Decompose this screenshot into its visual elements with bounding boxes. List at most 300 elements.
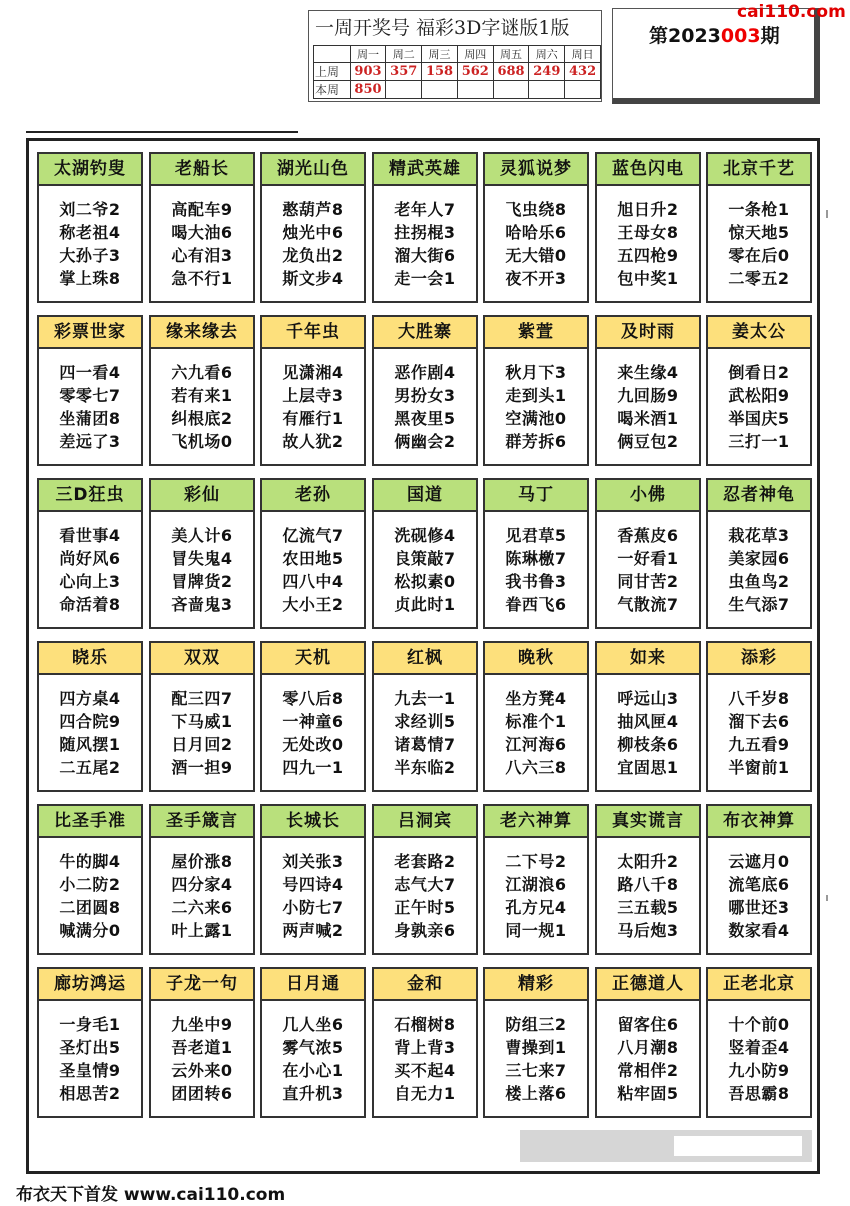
clue-line: 日月回2 xyxy=(171,735,233,754)
clue-line: 举国庆5 xyxy=(728,409,790,428)
clue-line: 差远了3 xyxy=(59,432,121,451)
clue-line: 石榴树8 xyxy=(394,1015,456,1034)
clue-line: 贞此时1 xyxy=(394,595,456,614)
card-clues xyxy=(708,838,810,942)
puzzle-card xyxy=(260,152,366,303)
puzzle-card xyxy=(260,641,366,792)
issue-number: 第2023003期 xyxy=(649,25,780,47)
clue-line: 松拟素0 xyxy=(394,572,456,591)
card-clues xyxy=(485,186,587,290)
card-clues xyxy=(39,186,141,290)
clue-line: 刘二爷2 xyxy=(59,200,121,219)
clue-line: 身孰亲6 xyxy=(394,921,456,940)
card-title: 缘来缘去 xyxy=(151,317,253,349)
clue-line: 有雁行1 xyxy=(282,409,344,428)
clue-line: 一条枪1 xyxy=(728,200,790,219)
card-title: 圣手箴言 xyxy=(151,806,253,838)
puzzle-card xyxy=(260,967,366,1118)
clue-line: 自无力1 xyxy=(394,1084,456,1103)
draw-number: 688 xyxy=(493,63,529,81)
clue-line: 见君草5 xyxy=(505,526,567,545)
this-week-label: 本周 xyxy=(314,81,351,99)
card-clues xyxy=(597,675,699,779)
clue-line: 流笔底6 xyxy=(728,875,790,894)
card-clues xyxy=(262,675,364,779)
clue-line: 大小王2 xyxy=(282,595,344,614)
clue-line: 相思苦2 xyxy=(59,1084,121,1103)
card-clues xyxy=(485,838,587,942)
clue-line: 九去一1 xyxy=(394,689,456,708)
draw-number xyxy=(565,81,601,99)
clue-line: 小防七7 xyxy=(282,898,344,917)
puzzle-card xyxy=(595,152,701,303)
day-header: 周日 xyxy=(565,46,601,63)
card-clues xyxy=(151,512,253,616)
draw-results-table xyxy=(313,45,601,99)
card-title: 廊坊鸿运 xyxy=(39,969,141,1001)
edge-mark xyxy=(826,895,828,901)
clue-line: 武松阳9 xyxy=(728,386,790,405)
clue-line: 男扮女3 xyxy=(394,386,456,405)
card-clues xyxy=(597,1001,699,1105)
clue-line: 坐方凳4 xyxy=(505,689,567,708)
puzzle-card xyxy=(483,152,589,303)
clue-line: 背上背3 xyxy=(394,1038,456,1057)
card-title: 小佛 xyxy=(597,480,699,512)
clue-line: 老年人7 xyxy=(394,200,456,219)
clue-line: 直升机3 xyxy=(282,1084,344,1103)
clue-line: 竖着歪4 xyxy=(728,1038,790,1057)
clue-line: 曹操到1 xyxy=(505,1038,567,1057)
card-title: 布衣神算 xyxy=(708,806,810,838)
clue-line: 飞虫绕8 xyxy=(505,200,567,219)
card-clues xyxy=(708,675,810,779)
clue-line: 圣皇情9 xyxy=(59,1061,121,1080)
card-clues xyxy=(597,349,699,453)
draw-number xyxy=(493,81,529,99)
day-header: 周三 xyxy=(422,46,458,63)
clue-line: 龙负出2 xyxy=(282,246,344,265)
clue-line: 粘牢固5 xyxy=(617,1084,679,1103)
draw-number: 357 xyxy=(386,63,422,81)
clue-line: 孔方兄4 xyxy=(505,898,567,917)
draw-number xyxy=(386,81,422,99)
clue-line: 五四枪9 xyxy=(617,246,679,265)
card-title: 子龙一句 xyxy=(151,969,253,1001)
clue-line: 洗砚修4 xyxy=(394,526,456,545)
clue-line: 防组三2 xyxy=(505,1015,567,1034)
clue-line: 俩豆包2 xyxy=(617,432,679,451)
card-clues xyxy=(39,675,141,779)
puzzle-card xyxy=(595,804,701,955)
clue-line: 四一看4 xyxy=(59,363,121,382)
card-title: 国道 xyxy=(374,480,476,512)
card-clues xyxy=(151,349,253,453)
draw-number: 249 xyxy=(529,63,565,81)
card-title: 紫萱 xyxy=(485,317,587,349)
card-clues xyxy=(597,838,699,942)
clue-line: 拄拐棍3 xyxy=(394,223,456,242)
card-title: 金和 xyxy=(374,969,476,1001)
clue-line: 团团转6 xyxy=(171,1084,233,1103)
puzzle-card xyxy=(483,315,589,466)
clue-line: 心向上3 xyxy=(59,572,121,591)
clue-line: 正午时5 xyxy=(394,898,456,917)
site-logo[interactable]: cai110.com xyxy=(737,2,846,22)
card-title: 吕洞宾 xyxy=(374,806,476,838)
draw-number: 562 xyxy=(457,63,493,81)
clue-line: 哈哈乐6 xyxy=(505,223,567,242)
clue-line: 高配车9 xyxy=(171,200,233,219)
card-title: 精彩 xyxy=(485,969,587,1001)
clue-line: 刘关张3 xyxy=(282,852,344,871)
card-title: 老六神算 xyxy=(485,806,587,838)
footer-credit: 布衣天下首发 www.cai110.com xyxy=(16,1185,286,1205)
card-clues xyxy=(485,675,587,779)
draw-results-panel xyxy=(308,10,602,102)
card-clues xyxy=(39,349,141,453)
puzzle-card xyxy=(149,967,255,1118)
day-header: 周一 xyxy=(350,46,386,63)
clue-line: 恶作剧4 xyxy=(394,363,456,382)
draw-number: 850 xyxy=(350,81,386,99)
card-title: 大胜寨 xyxy=(374,317,476,349)
clue-line: 同一规1 xyxy=(505,921,567,940)
clue-line: 太阳升2 xyxy=(617,852,679,871)
puzzle-card xyxy=(706,478,812,629)
clue-line: 喝大油6 xyxy=(171,223,233,242)
clue-line: 故人犹2 xyxy=(282,432,344,451)
card-title: 忍者神龟 xyxy=(708,480,810,512)
clue-line: 零零七7 xyxy=(59,386,121,405)
clue-line: 求经训5 xyxy=(394,712,456,731)
puzzle-card xyxy=(706,152,812,303)
card-title: 彩仙 xyxy=(151,480,253,512)
clue-line: 在小心1 xyxy=(282,1061,344,1080)
puzzle-card xyxy=(149,478,255,629)
card-clues xyxy=(374,675,476,779)
clue-line: 九坐中9 xyxy=(171,1015,233,1034)
clue-line: 良策敲7 xyxy=(394,549,456,568)
clue-line: 八六三8 xyxy=(505,758,567,777)
clue-line: 上层寺3 xyxy=(282,386,344,405)
card-clues xyxy=(262,512,364,616)
clue-line: 看世事4 xyxy=(59,526,121,545)
puzzle-card xyxy=(149,152,255,303)
card-clues xyxy=(485,1001,587,1105)
card-title: 如来 xyxy=(597,643,699,675)
day-header: 周六 xyxy=(529,46,565,63)
puzzle-card xyxy=(372,315,478,466)
clue-line: 八月潮8 xyxy=(617,1038,679,1057)
draw-number: 158 xyxy=(422,63,458,81)
issue-panel xyxy=(612,8,820,104)
clue-line: 秋月下3 xyxy=(505,363,567,382)
clue-line: 号四诗4 xyxy=(282,875,344,894)
puzzle-card xyxy=(260,315,366,466)
clue-line: 三五载5 xyxy=(617,898,679,917)
clue-line: 香蕉皮6 xyxy=(617,526,679,545)
puzzle-card xyxy=(149,315,255,466)
card-clues xyxy=(374,838,476,942)
card-title: 长城长 xyxy=(262,806,364,838)
clue-line: 来生缘4 xyxy=(617,363,679,382)
clue-line: 飞机场0 xyxy=(171,432,233,451)
card-clues xyxy=(262,1001,364,1105)
clue-line: 叶上露1 xyxy=(171,921,233,940)
clue-line: 无大错0 xyxy=(505,246,567,265)
clue-line: 无处改0 xyxy=(282,735,344,754)
clue-line: 吾思霸8 xyxy=(728,1084,790,1103)
clue-line: 几人坐6 xyxy=(282,1015,344,1034)
card-clues xyxy=(597,186,699,290)
clue-line: 江湖浪6 xyxy=(505,875,567,894)
puzzle-card xyxy=(372,478,478,629)
puzzle-card xyxy=(706,641,812,792)
clue-line: 走一会1 xyxy=(394,269,456,288)
clue-line: 云外来0 xyxy=(171,1061,233,1080)
clue-line: 生气添7 xyxy=(728,595,790,614)
clue-line: 马后炮3 xyxy=(617,921,679,940)
clue-line: 零在后0 xyxy=(728,246,790,265)
day-header: 周五 xyxy=(493,46,529,63)
clue-line: 喊满分0 xyxy=(59,921,121,940)
puzzle-card xyxy=(37,641,143,792)
card-title: 正老北京 xyxy=(708,969,810,1001)
card-clues xyxy=(151,675,253,779)
clue-line: 四方桌4 xyxy=(59,689,121,708)
clue-line: 呼远山3 xyxy=(617,689,679,708)
clue-line: 称老祖4 xyxy=(59,223,121,242)
puzzle-card xyxy=(260,804,366,955)
card-clues xyxy=(708,1001,810,1105)
clue-line: 哪世还3 xyxy=(728,898,790,917)
page-title: 一周开奖号 福彩3D字谜版1版 xyxy=(315,17,570,39)
clue-line: 大孙子3 xyxy=(59,246,121,265)
clue-line: 若有来1 xyxy=(171,386,233,405)
clue-line: 零八后8 xyxy=(282,689,344,708)
card-title: 天机 xyxy=(262,643,364,675)
clue-line: 二下号2 xyxy=(505,852,567,871)
puzzle-card xyxy=(706,315,812,466)
clue-line: 楼上落6 xyxy=(505,1084,567,1103)
clue-line: 小二防2 xyxy=(59,875,121,894)
clue-line: 烛光中6 xyxy=(282,223,344,242)
clue-line: 旭日升2 xyxy=(617,200,679,219)
clue-line: 老套路2 xyxy=(394,852,456,871)
puzzle-card xyxy=(483,967,589,1118)
clue-line: 九小防9 xyxy=(728,1061,790,1080)
card-clues xyxy=(485,512,587,616)
clue-line: 牛的脚4 xyxy=(59,852,121,871)
puzzle-card xyxy=(372,967,478,1118)
clue-line: 屋价涨8 xyxy=(171,852,233,871)
clue-line: 憨葫芦8 xyxy=(282,200,344,219)
card-clues xyxy=(39,1001,141,1105)
clue-line: 江河海6 xyxy=(505,735,567,754)
puzzle-card xyxy=(595,967,701,1118)
clue-line: 配三四7 xyxy=(171,689,233,708)
clue-line: 十个前0 xyxy=(728,1015,790,1034)
card-title: 千年虫 xyxy=(262,317,364,349)
clue-line: 二六来6 xyxy=(171,898,233,917)
clue-line: 冒牌货2 xyxy=(171,572,233,591)
clue-line: 九回肠9 xyxy=(617,386,679,405)
clue-line: 心有泪3 xyxy=(171,246,233,265)
puzzle-card xyxy=(595,641,701,792)
card-clues xyxy=(708,512,810,616)
draw-number xyxy=(422,81,458,99)
puzzle-card xyxy=(483,478,589,629)
clue-line: 美人计6 xyxy=(171,526,233,545)
clue-line: 眷西飞6 xyxy=(505,595,567,614)
clue-line: 斯文步4 xyxy=(282,269,344,288)
clue-line: 陈琳檄7 xyxy=(505,549,567,568)
clue-line: 四八中4 xyxy=(282,572,344,591)
clue-line: 包中奖1 xyxy=(617,269,679,288)
edge-mark xyxy=(826,210,828,218)
card-title: 北京千艺 xyxy=(708,154,810,186)
card-clues xyxy=(374,349,476,453)
card-clues xyxy=(262,838,364,942)
clue-line: 二五尾2 xyxy=(59,758,121,777)
clue-line: 圣灯出5 xyxy=(59,1038,121,1057)
puzzle-card xyxy=(706,804,812,955)
clue-line: 虫鱼鸟2 xyxy=(728,572,790,591)
clue-line: 急不行1 xyxy=(171,269,233,288)
clue-line: 冒失鬼4 xyxy=(171,549,233,568)
card-clues xyxy=(151,186,253,290)
clue-line: 溜大街6 xyxy=(394,246,456,265)
puzzle-card xyxy=(595,478,701,629)
clue-line: 一身毛1 xyxy=(59,1015,121,1034)
clue-line: 喝米酒1 xyxy=(617,409,679,428)
card-title: 彩票世家 xyxy=(39,317,141,349)
card-title: 添彩 xyxy=(708,643,810,675)
card-title: 三D狂虫 xyxy=(39,480,141,512)
clue-line: 酒一担9 xyxy=(171,758,233,777)
card-title: 老船长 xyxy=(151,154,253,186)
puzzle-card xyxy=(372,152,478,303)
clue-line: 六九看6 xyxy=(171,363,233,382)
puzzle-card xyxy=(149,641,255,792)
last-week-row xyxy=(314,63,601,81)
clue-line: 二团圆8 xyxy=(59,898,121,917)
this-week-row xyxy=(314,81,601,99)
clue-line: 夜不开3 xyxy=(505,269,567,288)
clue-line: 下马威1 xyxy=(171,712,233,731)
clue-line: 诸葛情7 xyxy=(394,735,456,754)
clue-line: 农田地5 xyxy=(282,549,344,568)
card-clues xyxy=(262,186,364,290)
clue-line: 抽风匣4 xyxy=(617,712,679,731)
clue-line: 命活着8 xyxy=(59,595,121,614)
day-header: 周四 xyxy=(457,46,493,63)
card-title: 及时雨 xyxy=(597,317,699,349)
clue-line: 吝啬鬼3 xyxy=(171,595,233,614)
clue-line: 半窗前1 xyxy=(728,758,790,777)
last-week-label: 上周 xyxy=(314,63,351,81)
puzzle-card xyxy=(37,478,143,629)
puzzle-card xyxy=(372,641,478,792)
divider xyxy=(26,131,298,133)
clue-line: 坐蒲团8 xyxy=(59,409,121,428)
clue-line: 八千岁8 xyxy=(728,689,790,708)
puzzle-card xyxy=(37,804,143,955)
card-title: 真实谎言 xyxy=(597,806,699,838)
bottom-banner-blank xyxy=(674,1136,802,1156)
card-title: 马丁 xyxy=(485,480,587,512)
clue-line: 宜固思1 xyxy=(617,758,679,777)
clue-line: 群芳拆6 xyxy=(505,432,567,451)
card-title: 精武英雄 xyxy=(374,154,476,186)
clue-line: 常相伴2 xyxy=(617,1061,679,1080)
clue-line: 云遮月0 xyxy=(728,852,790,871)
clue-line: 走到头1 xyxy=(505,386,567,405)
card-title: 太湖钓叟 xyxy=(39,154,141,186)
clue-line: 尚好风6 xyxy=(59,549,121,568)
card-clues xyxy=(374,1001,476,1105)
draw-number: 903 xyxy=(350,63,386,81)
card-clues xyxy=(151,1001,253,1105)
card-title: 红枫 xyxy=(374,643,476,675)
clue-line: 美家园6 xyxy=(728,549,790,568)
puzzle-card xyxy=(149,804,255,955)
clue-line: 二零五2 xyxy=(728,269,790,288)
card-clues xyxy=(374,512,476,616)
draw-number: 432 xyxy=(565,63,601,81)
clue-line: 志气大7 xyxy=(394,875,456,894)
puzzle-card xyxy=(37,315,143,466)
day-header: 周二 xyxy=(386,46,422,63)
clue-line: 亿流气7 xyxy=(282,526,344,545)
clue-line: 气散流7 xyxy=(617,595,679,614)
clue-line: 路八千8 xyxy=(617,875,679,894)
clue-line: 一神童6 xyxy=(282,712,344,731)
clue-line: 溜下去6 xyxy=(728,712,790,731)
card-clues xyxy=(708,186,810,290)
card-title: 比圣手准 xyxy=(39,806,141,838)
puzzle-card xyxy=(37,152,143,303)
clue-line: 标准个1 xyxy=(505,712,567,731)
card-clues xyxy=(262,349,364,453)
clue-line: 倒看日2 xyxy=(728,363,790,382)
card-title: 日月通 xyxy=(262,969,364,1001)
clue-line: 留客住6 xyxy=(617,1015,679,1034)
clue-line: 俩幽会2 xyxy=(394,432,456,451)
clue-line: 三打一1 xyxy=(728,432,790,451)
card-clues xyxy=(39,512,141,616)
puzzle-card xyxy=(483,804,589,955)
draw-number xyxy=(457,81,493,99)
clue-line: 空满池0 xyxy=(505,409,567,428)
puzzle-card xyxy=(372,804,478,955)
clue-line: 四分家4 xyxy=(171,875,233,894)
card-title: 湖光山色 xyxy=(262,154,364,186)
clue-line: 吾老道1 xyxy=(171,1038,233,1057)
clue-line: 一好看1 xyxy=(617,549,679,568)
draw-number xyxy=(529,81,565,99)
clue-line: 柳枝条6 xyxy=(617,735,679,754)
card-title: 姜太公 xyxy=(708,317,810,349)
clue-line: 四九一1 xyxy=(282,758,344,777)
clue-line: 雾气浓5 xyxy=(282,1038,344,1057)
card-clues xyxy=(485,349,587,453)
card-clues xyxy=(39,838,141,942)
clue-line: 同甘苦2 xyxy=(617,572,679,591)
card-title: 老孙 xyxy=(262,480,364,512)
clue-line: 王母女8 xyxy=(617,223,679,242)
